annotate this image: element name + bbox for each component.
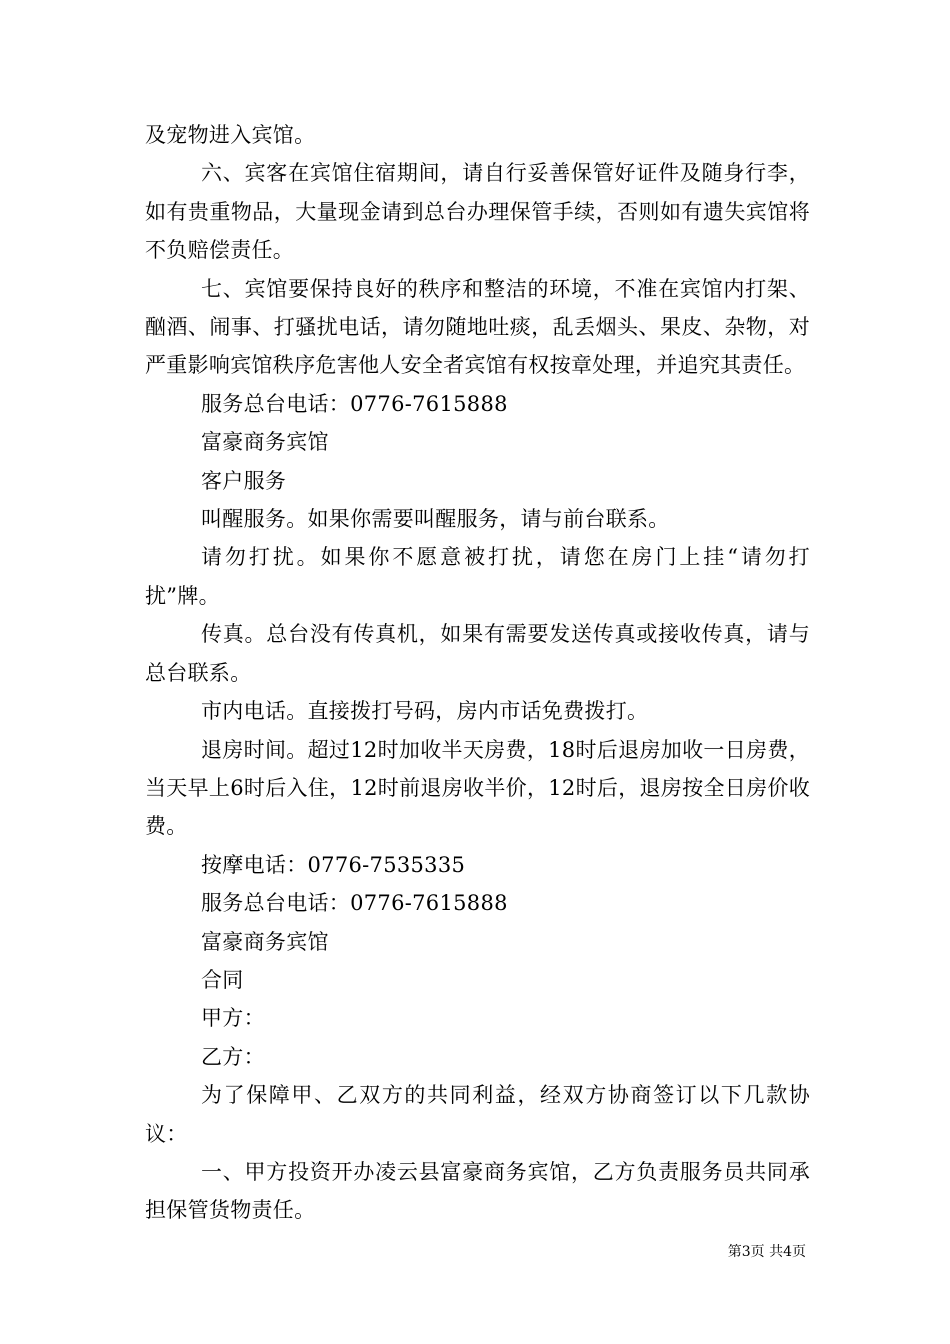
document-body <box>145 116 810 1230</box>
paragraph-5: 富豪商务宾馆 <box>201 430 329 455</box>
paragraph-15: 合同 <box>201 967 244 992</box>
paragraph-9: 传真。总台没有传真机，如果有需要发送传真或接收传真，请与总台联系。 <box>145 622 810 685</box>
paragraph-12: 按摩电话：0776-7535335 <box>201 852 466 877</box>
paragraph-17: 乙方： <box>201 1044 265 1069</box>
paragraph-11: 退房时间。超过12时加收半天房费，18时后退房加收一日房费，当天早上6时后入住，12时前退房收半价，12时后，退房按全日房价收费。 <box>145 737 810 839</box>
paragraph-2: 六、宾客在宾馆住宿期间，请自行妥善保管好证件及随身行李，如有贵重物品，大量现金请到总台办理保管手续，否则如有遗失宾馆将不负赔偿责任。 <box>145 161 810 263</box>
paragraph-13: 服务总台电话：0776-7615888 <box>201 891 508 916</box>
paragraph-14: 富豪商务宾馆 <box>201 929 329 954</box>
paragraph-3: 七、宾馆要保持良好的秩序和整洁的环境，不准在宾馆内打架、酗酒、闹事、打骚扰电话，请勿随地吐痰，乱丢烟头、果皮、杂物，对严重影响宾馆秩序危害他人安全者宾馆有权按章处理，并追究其责任。 <box>145 276 810 378</box>
paragraph-4: 服务总台电话：0776-7615888 <box>201 391 508 416</box>
paragraph-19: 一、甲方投资开办凌云县富豪商务宾馆，乙方负责服务员共同承担保管货物责任。 <box>145 1159 810 1223</box>
paragraph-16: 甲方： <box>201 1006 265 1031</box>
paragraph-6: 客户服务 <box>201 468 287 493</box>
page-number-footer: 第3页 共4页 <box>727 1244 806 1260</box>
paragraph-7: 叫醒服务。如果你需要叫醒服务，请与前台联系。 <box>201 507 670 532</box>
paragraph-18: 为了保障甲、乙双方的共同利益，经双方协商签订以下几款协议： <box>145 1083 810 1146</box>
paragraph-8: 请勿打扰。如果你不愿意被打扰，请您在房门上挂“请勿打扰”牌。 <box>145 545 810 608</box>
paragraph-10: 市内电话。直接拨打号码，房内市话免费拨打。 <box>201 699 649 724</box>
paragraph-1: 及宠物进入宾馆。 <box>145 123 316 147</box>
